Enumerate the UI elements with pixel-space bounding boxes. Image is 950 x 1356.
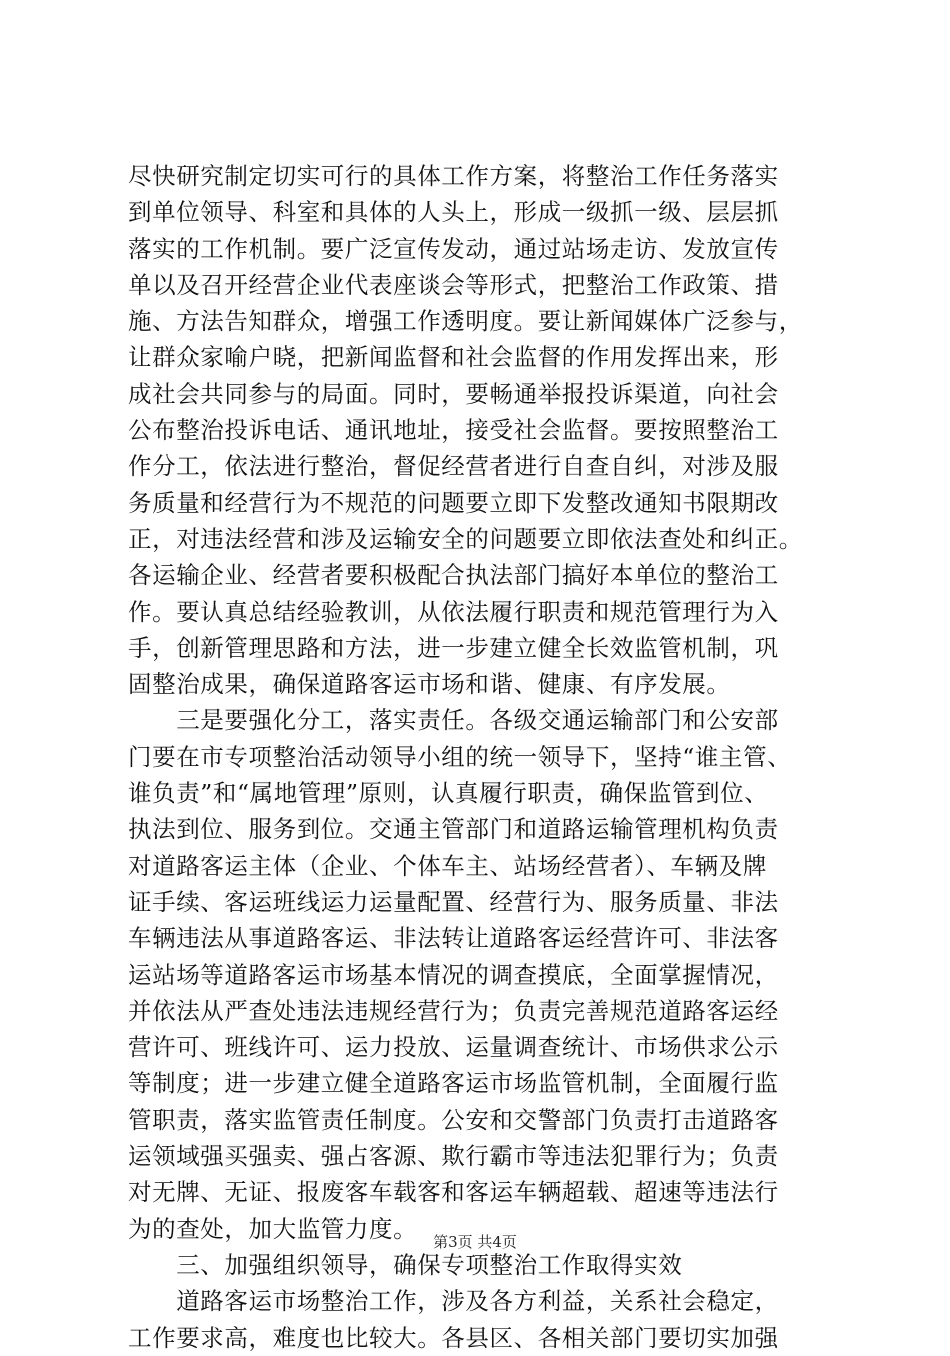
section-heading: 三、加强组织领导，确保专项整治工作取得实效 <box>128 1250 683 1279</box>
text-line: 并依法从严查处违法违规经营行为；负责完善规范道路客运经 <box>128 996 779 1025</box>
text-line: 施、方法告知群众，增强工作透明度。要让新闻媒体广泛参与， <box>128 307 803 336</box>
text-line: 落实的工作机制。要广泛宣传发动，通过站场走访、发放宣传 <box>128 234 779 263</box>
text-line: 公布整治投诉电话、通讯地址，接受社会监督。要按照整治工 <box>128 416 779 445</box>
paragraph-start-line: 道路客运市场整治工作，涉及各方利益，关系社会稳定， <box>128 1287 779 1316</box>
text-line: 尽快研究制定切实可行的具体工作方案，将整治工作任务落实 <box>128 162 779 190</box>
text-line: 工作要求高，难度也比较大。各县区、各相关部门要切实加强 <box>128 1323 779 1352</box>
text-line: 作分工，依法进行整治，督促经营者进行自查自纠，对涉及服 <box>128 452 779 481</box>
text-line: 管职责，落实监管责任制度。公安和交警部门负责打击道路客 <box>128 1105 779 1134</box>
text-line: 证手续、客运班线运力运量配置、经营行为、服务质量、非法 <box>128 887 779 916</box>
document-body <box>128 158 838 1356</box>
text-line: 正，对违法经营和涉及运输安全的问题要立即依法查处和纠正。 <box>128 524 803 553</box>
text-line: 让群众家喻户晓，把新闻监督和社会监督的作用发挥出来，形 <box>128 343 779 372</box>
text-line: 对无牌、无证、报废客车载客和客运车辆超载、超速等违法行 <box>128 1178 779 1207</box>
text-line: 务质量和经营行为不规范的问题要立即下发整改通知书限期改 <box>128 488 779 517</box>
text-line: 营许可、班线许可、运力投放、运量调查统计、市场供求公示 <box>128 1033 779 1062</box>
text-line: 固整治成果，确保道路客运市场和谐、健康、有序发展。 <box>128 670 731 699</box>
text-line: 手，创新管理思路和方法，进一步建立健全长效监管机制，巩 <box>128 633 779 662</box>
text-line: 作。要认真总结经验教训，从依法履行职责和规范管理行为入 <box>128 597 779 626</box>
paragraph-start-line: 三是要强化分工，落实责任。各级交通运输部门和公安部 <box>128 706 779 735</box>
text-line: 运领域强买强卖、强占客源、欺行霸市等违法犯罪行为；负责 <box>128 1142 779 1171</box>
text-line: 门要在市专项整治活动领导小组的统一领导下，坚持“谁主管、 <box>128 742 792 771</box>
text-line: 成社会共同参与的局面。同时，要畅通举报投诉渠道，向社会 <box>128 379 779 408</box>
text-line: 执法到位、服务到位。交通主管部门和道路运输管理机构负责 <box>128 815 779 844</box>
text-line: 单以及召开经营企业代表座谈会等形式，把整治工作政策、措 <box>128 270 779 299</box>
text-line: 各运输企业、经营者要积极配合执法部门搞好本单位的整治工 <box>128 561 779 590</box>
text-line: 运站场等道路客运市场基本情况的调查摸底，全面掌握情况， <box>128 960 779 989</box>
text-line: 对道路客运主体（企业、个体车主、站场经营者）、车辆及牌 <box>128 851 767 880</box>
page-number-footer: 第3页 共4页 <box>433 1233 517 1251</box>
text-line: 车辆违法从事道路客运、非法转让道路客运经营许可、非法客 <box>128 924 779 953</box>
text-line: 为的查处，加大监管力度。 <box>128 1214 418 1243</box>
text-line: 等制度；进一步建立健全道路客运市场监管机制，全面履行监 <box>128 1069 779 1098</box>
text-line: 谁负责”和“属地管理”原则，认真履行职责，确保监管到位、 <box>128 779 769 808</box>
text-line: 到单位领导、科室和具体的人头上，形成一级抓一级、层层抓 <box>128 198 779 227</box>
